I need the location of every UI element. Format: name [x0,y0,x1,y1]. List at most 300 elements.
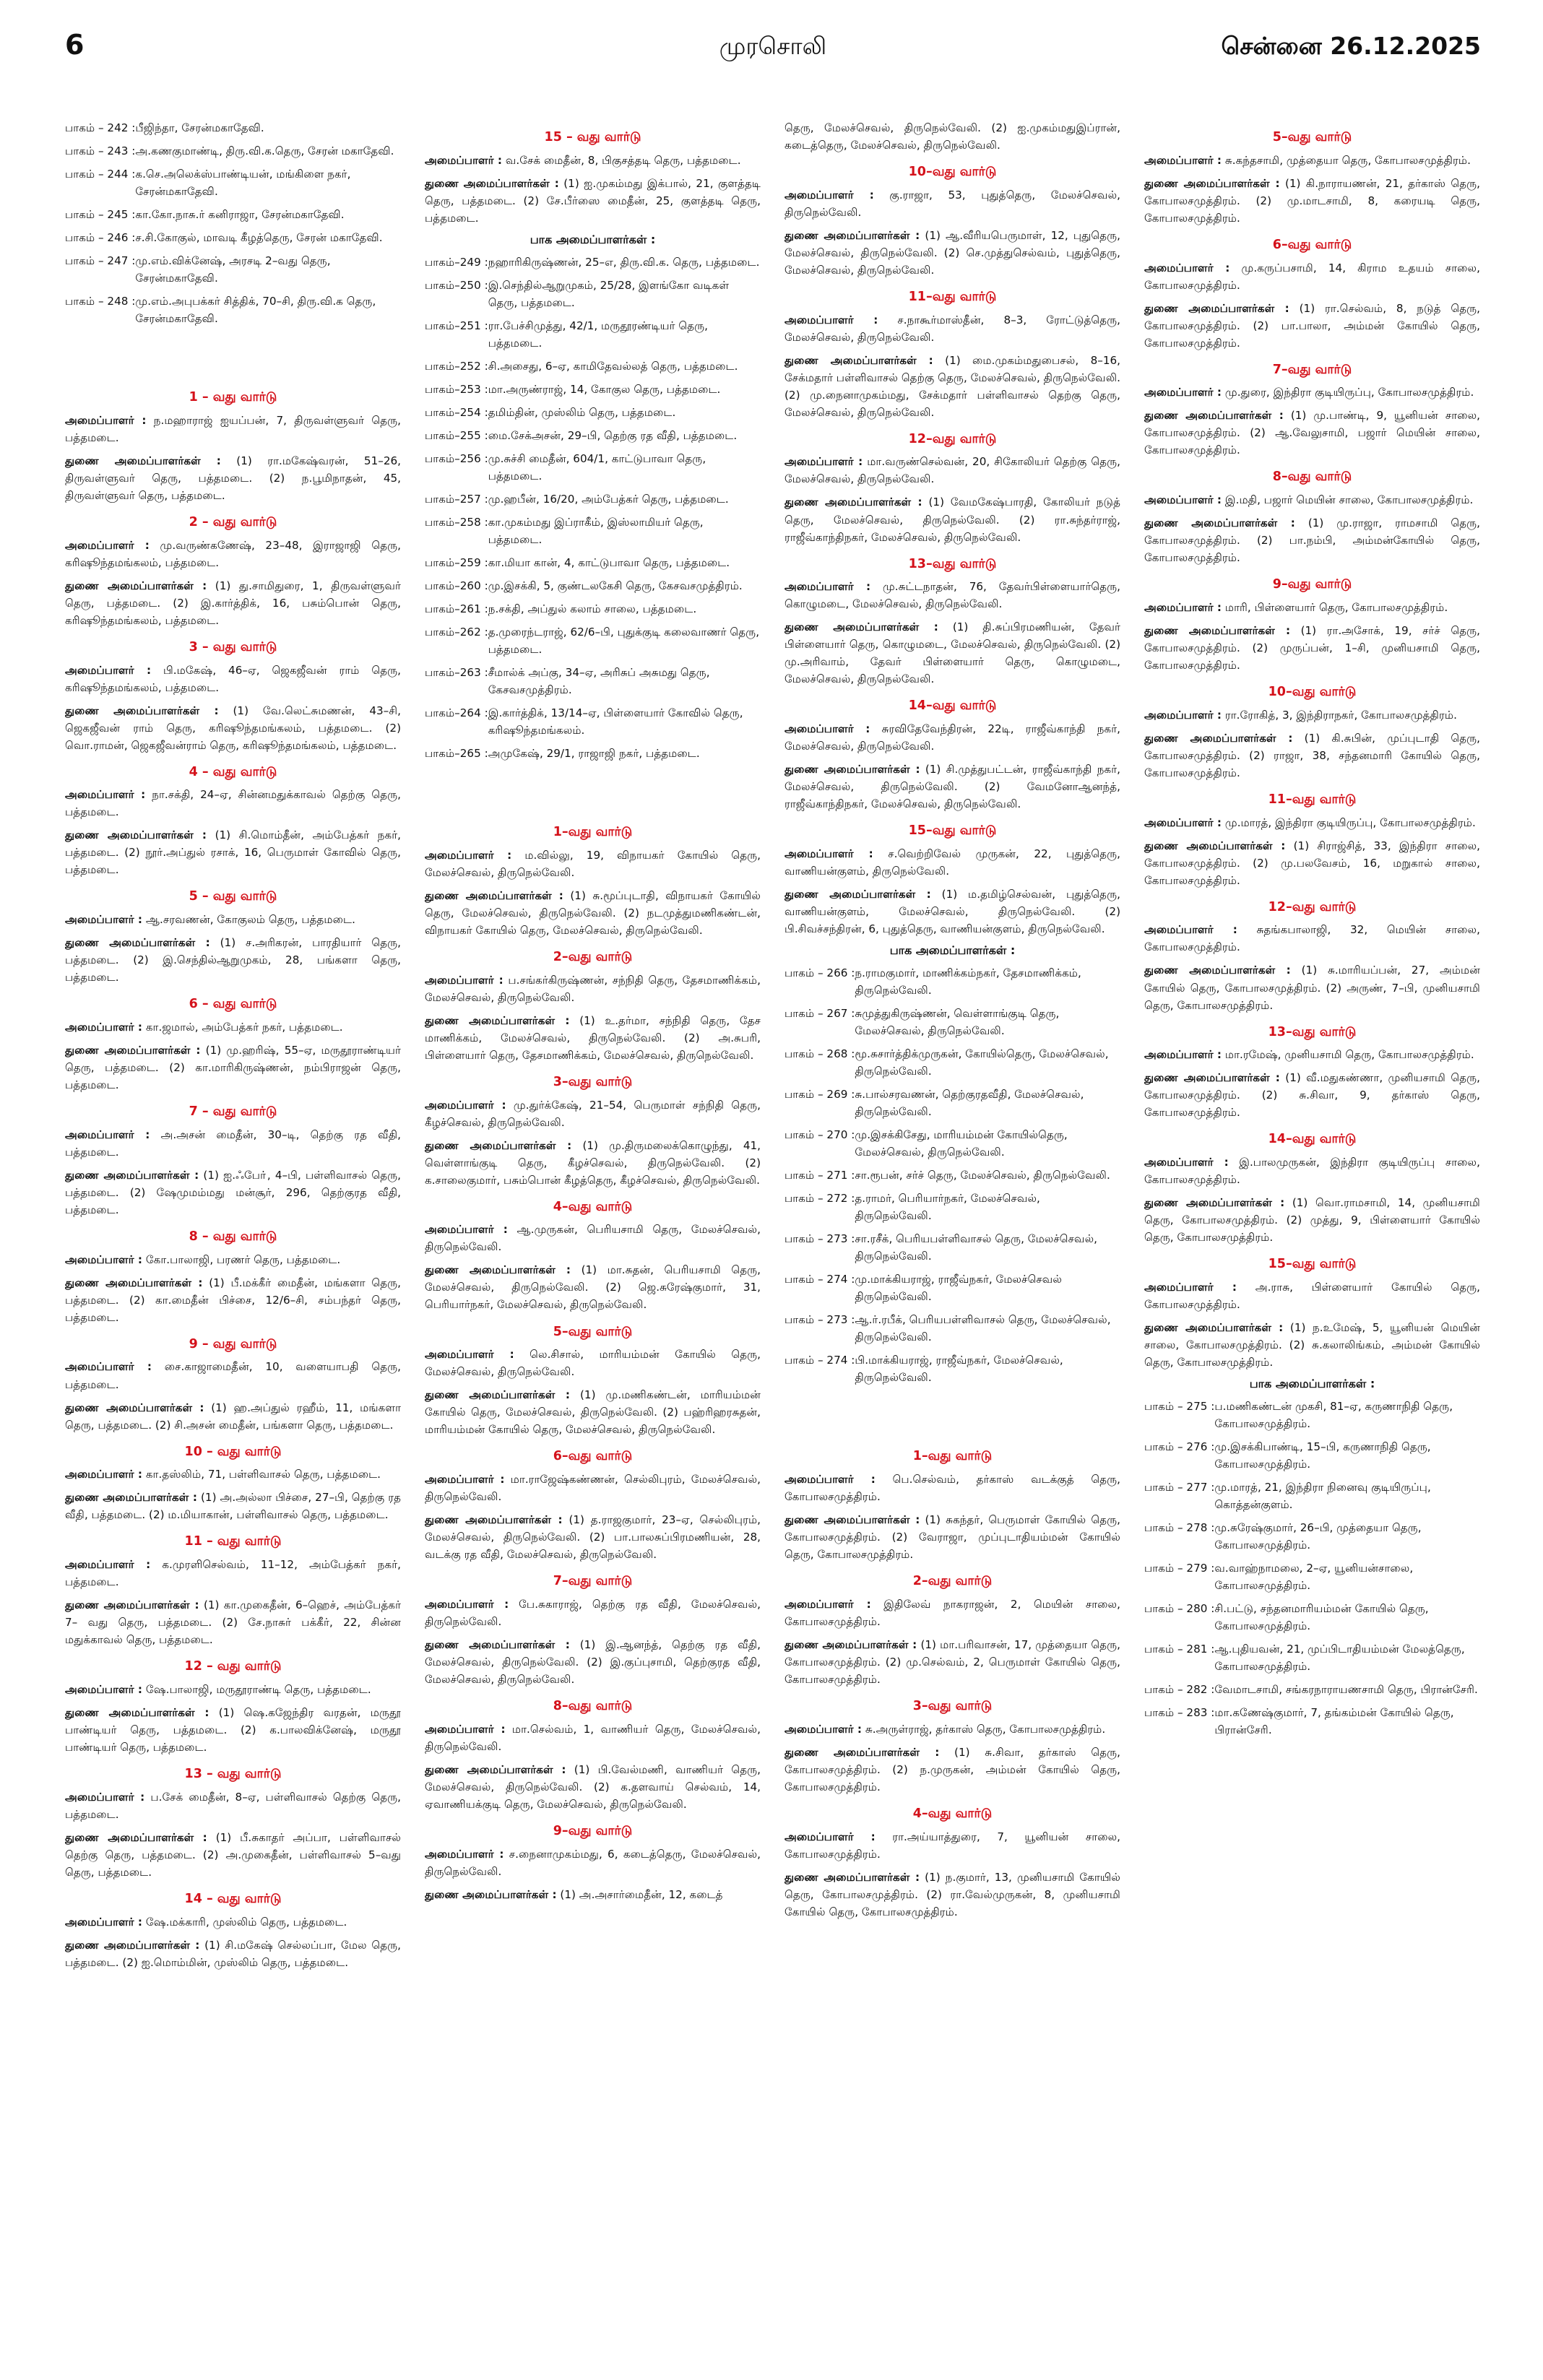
appointee-details: (1) வேமகேஷ்பாரதி, கோலியர் நடுத் தெரு, மேலச்செவல், திருநெல்வேலி. (2) ரா.சுந்தர்ராஜ், ராஜீவ்காந்திநகர், மேலச்செவல், திருநெல்வேலி. [785,496,1120,544]
ward-heading: 7–வது வார்டு [1272,362,1352,377]
ward-heading: 11 – வது வார்டு [184,1534,282,1549]
booth-appointee: ச.சி.கோகுல், மாவடி கீழத்தெரு, சேரன் மகாதேவி. [135,231,383,245]
booth-row [65,252,401,287]
booth-number: பாகம் – 269 : [785,1088,855,1102]
appointee-entry [65,1018,401,1036]
appointee-details: கு.ராஜா, 53, புதுத்தெரு, மேலச்செவல், திருநெல்வேலி. [785,188,1120,219]
appointee-details: ஷே.மக்காரி, முஸ்லிம் தெரு, பத்தமடை. [145,1915,347,1929]
booth-appointee: பி.மாக்கியராஜ், ராஜீவ்நகர், மேலச்செவல், திருநெல்வேலி. [855,1354,1063,1385]
booth-number: பாகம் – 270 : [785,1128,855,1142]
booth-appointee: மு.எம்.அபுபக்கர் சித்திக், 70–சி, திரு.வி.க தெரு, சேரன்மகாதேவி. [135,295,376,326]
role-label: அமைப்பாளர் : [425,973,503,987]
booth-number: பாகம் – 248 : [65,295,136,308]
appointee-entry [1144,1154,1480,1188]
role-label: அமைப்பாளர் : [785,188,874,202]
role-label: அமைப்பாளர் : [65,1252,143,1266]
ward-heading: 6–வது வார்டு [1272,237,1352,252]
ward-heading: 15–வது வார்டு [908,823,997,839]
appointee-entry [65,1489,401,1523]
page-number: 6 [65,29,85,61]
role-label: துணை அமைப்பாளர்கள் : [425,1263,571,1277]
booth-appointee: மூ.சுசார்த்திக்முருகன், கோயில்தெரு, மேலச்செவல், திருநெல்வேலி. [855,1047,1109,1078]
appointee-details: (1) த.ராஜகுமார், 23–ஏ, செல்லிபுரம், மேலச்செவல், திருநெல்வேலி. (2) பா.பாலசுப்பிரமணியன், 28, வடக்கு ரத வீதி, மேலச்செவல், திருநெல்வேலி. [425,1513,761,1562]
appointee-details: சுரவிதேவேந்திரன், 22டி, ராஜீவ்காந்தி நகர், மேலச்செவல், திருநெல்வேலி. [785,722,1120,753]
role-label: அமைப்பாளர் : [65,1128,150,1141]
role-label: துணை அமைப்பாளர்கள் : [65,1168,199,1182]
appointee-details: வ.சேக் மைதீன், 8, பிகுசத்தடி தெரு, பத்தமடை. [505,153,741,167]
continued-text: தெரு, மேலச்செவல், திருநெல்வேலி. (2) ஐ.முகம்மதுஇப்ரான், கடைத்தெரு, மேலச்செவல், திருநெல்வேலி. [785,121,1120,152]
role-label: துணை அமைப்பாளர்கள் : [425,1762,566,1776]
booth-row [785,1230,1120,1265]
booth-number: பாகம் – 282 : [1144,1683,1215,1697]
role-label: துணை அமைப்பாளர்கள் : [65,936,210,950]
appointee-entry [1144,407,1480,459]
appointee-entry [1144,730,1480,782]
booth-appointee: மா.கணேஷ்குமார், 7, தங்கம்மன் கோயில் தெரு, பிரான்சேரி. [1214,1706,1454,1737]
appointee-details: (1) மு.ராஜா, ராமசாமி தெரு, கோபாலசமுத்திரம். (2) பா.நம்பி, அம்மன்கோயில் தெரு, கோபாலசமுத்திரம். [1144,516,1480,565]
booth-row [425,450,761,485]
appointee-details: சை.காஜாமைதீன், 10, வளையாபதி தெரு, பத்தமடை. [65,1360,401,1391]
role-label: துணை அமைப்பாளர்கள் : [1144,964,1291,977]
ward-heading: 13–வது வார்டு [1268,1024,1357,1039]
appointee-details: (1) ஷெ.கஜேந்திர வரதன், மருதூ பாண்டியர் தெரு, பத்தமடை. (2) க.பாலவிக்னேஷ், மருதூ பாண்டியர் தெரு, பத்தமடை. [65,1705,401,1754]
appointee-details: சுதங்கபாலாஜி, 32, மெயின் சாலை, கோபாலசமுத்திரம். [1144,923,1480,954]
ward-heading: 3–வது வார்டு [912,1699,993,1714]
appointee-entry [785,1471,1120,1505]
appointee-details: (1) தி.சுப்பிரமணியன், தேவர் பிள்ளையார் தெரு, கொழுமடை, மேலச்செவல், திருநெல்வேலி. (2) மு.அரிவாம், தேவர் பிள்ளையார் தெரு, கொழுமடை, மேலச்செவல், திருநெல்வேலி. [785,620,1120,686]
appointee-details: (1) பி.வேல்மணி, வாணியர் தெரு, மேலச்செவல், திருநெல்வேலி. (2) க.தளவாய் செல்வம், 14, ஏவாணியக்குடி தெரு, மேலச்செவல், திருநெல்வேலி. [425,1762,761,1811]
appointee-entry [65,826,401,878]
booth-number: பாகம்–256 : [425,451,488,465]
booth-appointee: மு.எம்.விக்னேஷ், அரசடி 2–வது தெரு, சேரன்மகாதேவி. [135,254,331,285]
booth-number: பாகம்–264 : [425,706,488,720]
role-label: அமைப்பாளர் : [65,1558,151,1572]
ward-heading: 6 – வது வார்டு [189,997,277,1012]
column-3 [785,119,1120,2366]
ward-heading: 7–வது வார்டு [553,1574,633,1589]
booth-number: பாகம்–254 : [425,405,488,419]
appointee-details: (1) மு.திருமலைக்கொழுந்து, 41, வெள்ளாங்குடி தெரு, கீழச்செவல், திருநெல்வேலி. (2) க.சாலைகுமார், பசும்பொன் கீழத்தெரு, கீழச்செவல், திருநெல்வேலி. [425,1138,761,1187]
role-label: துணை அமைப்பாளர்கள் : [65,828,207,842]
role-label: துணை அமைப்பாளர்கள் : [785,228,920,242]
ward-heading: 4–வது வார்டு [553,1199,633,1214]
appointee-details: (1) இ.ஆனந்த், தெற்கு ரத வீதி, மேலச்செவல், திருநெல்வேலி. (2) இ.குப்புசாமி, தெற்குரத வீதி, மேலச்செவல், திருநெல்வேலி. [425,1637,761,1686]
appointee-details: இ.மதி, பஜார் மெயின் சாலை, கோபாலசமுத்திரம். [1224,493,1474,507]
appointee-details: ரா.அய்யாத்துரை, 7, யூனியன் சாலை, கோபாலசமுத்திரம். [785,1830,1120,1861]
booth-row [425,514,761,548]
appointee-details: அ.ராசு, பிள்ளையார் கோயில் தெரு, கோபாலசமுத்திரம். [1144,1280,1480,1311]
role-label: அமைப்பாளர் : [65,663,152,677]
appointee-entry [785,352,1120,421]
appointee-details: நா.சக்தி, 24–ஏ, சின்னமதுக்காவல் தெற்கு தெரு, பத்தமடை. [65,788,401,819]
appointee-entry [1144,1069,1480,1121]
booth-row [785,964,1120,999]
booth-number: பாகம்–249 : [425,255,488,269]
booth-number: பாகம் – 279 : [1144,1562,1215,1575]
role-label: அமைப்பாளர் : [785,1473,876,1487]
booth-number: பாகம் – 242 : [65,121,136,134]
role-label: அமைப்பாளர் : [1144,1048,1222,1062]
appointee-details: ம.வில்லு, 19, விநாயகர் கோயில் தெரு, மேலச்செவல், திருநெல்வேலி. [425,848,761,879]
appointee-entry [1144,1278,1480,1313]
role-label: துணை அமைப்பாளர்கள் : [425,888,563,902]
role-label: துணை அமைப்பாளர்கள் : [65,454,221,467]
appointee-entry [425,887,761,939]
appointee-details: (1) வொ.ராமசாமி, 14, முனியசாமி தெரு, கோபாலசமுத்திரம். (2) முத்து, 9, பிள்ளையார் கோயில் தெரு, கோபாலசமுத்திரம். [1144,1196,1480,1245]
booth-appointee: சு.பால்சரவணன், தெற்குரதவீதி, மேலச்செவல், திருநெல்வேலி. [855,1088,1084,1119]
ward-heading: 13 – வது வார்டு [184,1766,282,1781]
appointee-details: அ.அசன் மைதீன், 30–டி, தெற்கு ரத வீதி, பத்தமடை. [65,1128,401,1159]
role-label: அமைப்பாளர் : [425,153,503,167]
role-label: அமைப்பாளர் : [785,455,863,469]
appointee-details: கா.தஸ்லிம், 71, பள்ளிவாசல் தெரு, பத்தமடை. [145,1468,381,1481]
role-label: அமைப்பாளர் : [1144,601,1222,615]
appointee-details: (1) கி.சுபின், முப்புடாதி தெரு, கோபாலசமுத்திரம். (2) ராஜா, 38, சந்தனமாரி கோயில் தெரு, கோபாலசமுத்திரம். [1144,731,1480,779]
appointee-entry [65,934,401,986]
appointee-entry [425,1845,761,1880]
booth-number: பாகம் – 275 : [1144,1400,1215,1413]
appointee-entry [65,662,401,696]
appointee-entry [785,720,1120,755]
ward-heading: 9–வது வார்டு [1272,577,1352,592]
booth-number: பாகம் – 277 : [1144,1481,1215,1494]
booth-appointee: ந.ராமகுமார், மாணிக்கம்நகர், தேசமாணிக்கம், திருநெல்வேலி. [855,966,1081,998]
role-label: துணை அமைப்பாளர்கள் : [1144,731,1293,745]
appointee-details: (1) உ.தர்மா, சந்நிதி தெரு, தேச மாணிக்கம், மேலச்செவல், திருநெல்வேலி. (2) அ.சுபரி, பிள்ளையார் தெரு, தேசமாணிக்கம், மேலச்செவல், திருநெல்வேலி. [425,1013,761,1062]
appointee-details: மா.செல்வம், 1, வாணியர் தெரு, மேலச்செவல், திருநெல்வேலி. [425,1722,761,1753]
booth-row [425,254,761,271]
appointee-entry [1144,300,1480,352]
booth-number: பாகம் – 246 : [65,231,136,245]
ward-heading: 5–வது வார்டு [553,1324,633,1339]
appointee-details: (1) மு.ஹரிஷ், 55–ஏ, மருதூராண்டியர் தெரு, பத்தமடை. (2) கா.மாரிகிருஷ்ணன், நம்பிராஜன் தெரு, பத்தமடை. [65,1044,401,1092]
section-gap [425,772,761,814]
appointee-entry [425,1721,761,1755]
booth-number: பாகம்–262 : [425,626,488,639]
ward-heading: 1–வது வார்டு [912,1449,993,1464]
booth-number: பாகம்–257 : [425,492,488,506]
role-label: அமைப்பாளர் : [425,1597,509,1611]
role-label: அமைப்பாளர் : [65,1790,145,1804]
appointee-entry [425,1137,761,1189]
appointee-details: கா.ஜமால், அம்பேத்கர் நகர், பத்தமடை. [145,1021,343,1034]
ward-heading: 7 – வது வார்டு [189,1104,277,1120]
ward-heading: 11–வது வார்டு [1268,792,1357,807]
appointee-entry [1144,921,1480,956]
role-label: அமைப்பாளர் : [425,1473,505,1487]
booth-row [65,229,401,246]
role-label: அமைப்பாளர் : [1144,708,1222,722]
ward-heading: 10–வது வார்டு [1268,685,1357,700]
appointee-entry [65,1167,401,1219]
appointee-details: மு.துரை, இந்திரா குடியிருப்பு, கோபாலசமுத்திரம். [1224,386,1474,399]
appointee-details: இதிலேவ் நாகராஜன், 2, மெயின் சாலை, கோபாலசமுத்திரம். [785,1597,1120,1628]
role-label: துணை அமைப்பாளர்கள் : [65,1276,203,1289]
appointee-entry [65,1126,401,1161]
appointee-entry [65,452,401,504]
booth-appointee: நஹாரிகிருஷ்ணன், 25–எ, திரு.வி.க. தெரு, பத்தமடை. [488,255,760,269]
booth-number: பாகம்–253 : [425,382,488,396]
booth-list [785,964,1120,1386]
role-label: துணை அமைப்பாளர்கள் : [65,1044,201,1057]
role-label: அமைப்பாளர் : [1144,493,1222,507]
booth-row [785,1271,1120,1305]
booth-appointee: இ.செந்தில்ஆறுமுகம், 25/28, இளங்கோ வடிகள் தெரு, பத்தமடை. [488,278,730,309]
booth-row [1144,1704,1480,1739]
appointee-entry [1144,706,1480,724]
appointee-entry [65,702,401,754]
booth-number: பாகம் – 273 : [785,1232,855,1246]
appointee-details: மா.ராஜேஷ்கண்ணன், செல்லிபுரம், மேலச்செவல், திருநெல்வேலி. [425,1473,761,1504]
appointee-entry [425,1596,761,1630]
appointee-entry [1144,152,1480,169]
role-label: துணை அமைப்பாளர்கள் : [1144,516,1295,530]
appointee-details: (1) ரா.அசோக், 19, சர்ச் தெரு, கோபாலசமுத்திரம். (2) முருப்பன், 1–சி, முனியசாமி தெரு, கோபாலசமுத்திரம். [1144,624,1480,672]
appointee-details: ஷே.பாலாஜி, மருதூராண்டி தெரு, பத்தமடை. [145,1682,371,1696]
booth-appointee: சா.ரசீக், பெரியபள்ளிவாசல் தெரு, மேலச்செவல், திருநெல்வேலி. [855,1232,1098,1263]
booth-row [425,554,761,571]
appointee-details: (1) ந.உமேஷ், 5, யூனியன் மெயின் சாலை, கோபாலசமுத்திரம். (2) சு.கலாலிங்கம், அம்மன் கோயில் தெரு, கோபாலசமுத்திரம். [1144,1320,1480,1369]
role-label: அமைப்பாளர் : [65,1360,152,1374]
role-label: அமைப்பாளர் : [425,1348,514,1362]
booth-appointee: சா.ரூபன், சர்ச் தெரு, மேலச்செவல், திருநெல்வேலி. [855,1169,1110,1182]
appointee-entry [785,1596,1120,1630]
appointee-details: ச.நைனாமுகம்மது, 6, கடைத்தெரு, மேலச்செவல், திருநெல்வேலி. [425,1847,761,1878]
booth-appointee: சீமால்க் அப்கு, 34–ஏ, அரிசுப் அசுமது தெரு, கேசவசமுத்திரம். [488,666,710,697]
appointee-entry [425,1471,761,1505]
booth-row [425,704,761,739]
booth-row [425,277,761,311]
appointee-entry [425,1636,761,1688]
appointee-details: இ.பாலமுருகன், இந்திரா குடியிருப்பு சாலை, கோபாலசமுத்திரம். [1144,1156,1480,1187]
booth-appointee: மு.ஹபீன், 16/20, அம்பேத்கர் தெரு, பத்தமடை. [488,492,729,506]
role-label: துணை அமைப்பாளர்கள் : [425,1138,572,1152]
role-label: துணை அமைப்பாளர்கள் : [65,1938,200,1952]
appointee-entry [1144,259,1480,294]
ward-heading: 3–வது வார்டு [553,1074,633,1089]
role-label: அமைப்பாளர் : [425,1847,504,1861]
booth-appointee: சி.அசைது, 6–ஏ, காமிதேவல்லத் தெரு, பத்தமடை. [488,359,738,373]
appointee-details: (1) சி.முத்துபட்டன், ராஜீவ்காந்தி நகர், மேலச்செவல், திருநெல்வேலி. (2) வேமனோஆனந்த், ராஜீவ்காந்திநகர், மேலச்செவல், திருநெல்வேலி. [785,763,1120,811]
booth-row [1144,1640,1480,1675]
appointee-entry [1144,175,1480,227]
appointee-entry [785,186,1120,221]
appointee-entry [65,1596,401,1648]
booth-number: பாகம் – 278 : [1144,1521,1215,1535]
role-label: துணை அமைப்பாளர்கள் : [1144,839,1286,852]
appointee-entry [785,886,1120,938]
booth-number: பாகம் – 272 : [785,1192,855,1206]
appointee-details: (1) ரா.மகேஷ்வரன், 51–26, திருவள்ளுவர் தெரு, பத்தமடை. (2) ந.பூமிநாதன், 45, திருவள்ளுவர் தெரு, பத்தமடை. [65,454,401,502]
role-label: அமைப்பாளர் : [1144,261,1230,274]
appointee-details: மு.சுட்டநாதன், 76, தேவர்பிள்ளையார்தெரு, கொழுமடை, மேலச்செவல், திருநெல்வேலி. [785,580,1120,611]
section-subheading: பாக அமைப்பாளர்கள் : [889,943,1016,958]
appointee-details: ப.சங்கர்கிருஷ்ணன், சந்நிதி தெரு, தேசமாணிக்கம், மேலச்செவல், திருநெல்வேலி. [425,973,761,1004]
booth-appointee: சுமுத்துகிருஷ்ணன், வெள்ளாங்குடி தெரு, மேலச்செவல், திருநெல்வேலி. [855,1007,1060,1038]
appointee-entry [1144,961,1480,1013]
booth-number: பாகம்–259 : [425,556,488,570]
booth-appointee: ஆ.புதியவன், 21, முப்பிடாதியம்மன் மேலத்தெரு, கோபாலசமுத்திரம். [1214,1643,1465,1674]
role-label: துணை அமைப்பாளர்கள் : [425,1887,557,1901]
appointee-entry [425,152,761,169]
appointee-details: சு.அருள்ராஜ், தர்காஸ் தெரு, கோபாலசமுத்திரம். [865,1722,1106,1736]
appointee-entry [65,1251,401,1268]
section-subheading: பாக அமைப்பாளர்கள் : [1249,1377,1375,1390]
ward-heading: 14–வது வார்டு [1268,1132,1357,1147]
booth-row [425,490,761,508]
appointee-entry [785,1721,1120,1738]
role-label: அமைப்பாளர் : [785,722,870,736]
appointee-details: (1) மை.முகம்மதுபைசல், 8–16, சேக்மதார் பள்ளிவாசல் தெற்கு தெரு, மேலச்செவல், திருநெல்வேலி. (2) மு.நைனாமுகம்மது, சேக்மதார் பள்ளிவாசல் தெற்கு தெரு, மேலச்செவல், திருநெல்வேலி. [785,353,1120,419]
booth-number: பாகம்–258 : [425,516,488,529]
appointee-details: (1) வீ.மதுகண்ணா, முனியசாமி தெரு, கோபாலசமுத்திரம். (2) சு.சிவா, 9, தர்காஸ் தெரு, கோபாலசமுத்திரம். [1144,1071,1480,1120]
appointee-entry [785,845,1120,880]
ward-heading: 14 – வது வார்டு [184,1891,282,1906]
appointee-entry [425,847,761,881]
role-label: துணை அமைப்பாளர்கள் : [65,704,219,717]
ward-heading: 8 – வது வார்டு [189,1229,277,1244]
booth-number: பாகம் – 247 : [65,254,136,268]
role-label: அமைப்பாளர் : [785,580,871,594]
ward-heading: 12 – வது வார்டு [184,1659,282,1674]
role-label: துணை அமைப்பாளர்கள் : [785,1745,940,1759]
booth-row [425,317,761,352]
role-label: துணை அமைப்பாளர்கள் : [425,1388,570,1402]
role-label: துணை அமைப்பாளர்கள் : [785,1637,917,1651]
booth-number: பாகம் – 266 : [785,966,855,980]
appointee-details: (1) ந.குமார், 13, முனியசாமி கோயில் தெரு, கோபாலசமுத்திரம். (2) ரா.வேல்முருகன், 8, முனியசாமி கோயில் தெரு, கோபாலசமுத்திரம். [785,1870,1120,1918]
appointee-entry [1144,1194,1480,1246]
ward-heading: 2 – வது வார்டு [189,514,277,529]
appointee-details: (1) மு.பாண்டி, 9, யூனியன் சாலை, கோபாலசமுத்திரம். (2) ஆ.வேலுசாமி, பஜார் மெயின் சாலை, கோபாலசமுத்திரம். [1144,409,1480,457]
booth-appointee: ப.மணிகண்டன் முகசி, 81–ஏ, கருணாநிதி தெரு, கோபாலசமுத்திரம். [1214,1400,1453,1431]
ward-heading: 1 – வது வார்டு [189,390,277,405]
appointee-entry [425,1346,761,1380]
ward-heading: 10–வது வார்டு [908,165,997,180]
role-label: துணை அமைப்பாளர்கள் : [1144,301,1289,315]
appointee-details: (1) ஐ.ஃபோ், 4–பி, பள்ளிவாசல் தெரு, பத்தமடை. (2) ஷேமுமம்மது மன்சூர், 296, தெற்குரத வீதி, பத்தமடை. [65,1168,401,1216]
role-label: அமைப்பாளர் : [1144,1280,1237,1294]
booth-row [65,293,401,327]
booth-row [1144,1438,1480,1473]
role-label: துணை அமைப்பாளர்கள் : [65,1830,207,1844]
appointee-entry [785,618,1120,688]
appointee-entry [425,1386,761,1438]
appointee-details: மு.மாரத், இந்திரா குடியிருப்பு, கோபாலசமுத்திரம். [1224,815,1476,829]
role-label: அமைப்பாளர் : [1144,815,1222,829]
role-label: அமைப்பாளர் : [65,413,147,427]
booth-row [785,1126,1120,1161]
appointee-details: ச.நாகூர்மாஸ்தீன், 8–3, ரோட்டுத்தெரு, மேலச்செவல், திருநெல்வேலி. [785,313,1120,344]
booth-row [65,119,401,137]
booth-row [1144,1479,1480,1513]
appointee-details: மா.ரமேஷ், முனியசாமி தெரு, கோபாலசமுத்திரம். [1224,1048,1474,1062]
appointee-entry [65,412,401,446]
booth-appointee: இ.கார்த்திக், 13/14–ஏ, பிள்ளையார் கோவில் தெரு, கரிஷூந்தமங்கலம். [488,706,743,737]
booth-row [785,1086,1120,1120]
appointee-details: (1) ஐ.முகம்மது இக்பால், 21, குளத்தடி தெரு, பத்தமடை. (2) சே.பீர்ஸை மைதீன், 25, குளத்தடி தெரு, பத்தமடை. [425,176,761,225]
booth-number: பாகம் – 268 : [785,1047,855,1061]
appointee-entry [1144,1319,1480,1371]
appointee-entry [65,1399,401,1434]
appointee-entry [785,1636,1120,1688]
booth-appointee: மு.இசக்கிசேது, மாரியம்மன் கோயில்தெரு, மேலச்செவல், திருநெல்வேலி. [855,1128,1068,1159]
booth-list [1144,1398,1480,1739]
appointee-details: (1) ம.தமிழ்செல்வன், புதுத்தெரு, வாணியன்குளம், மேலச்செவல், திருநெல்வேலி. (2) பி.சிவச்சந்திரன், 6, புதுத்தெரு, வாணியன்குளம், திருநெல்வேலி. [785,887,1120,936]
appointee-details: மு.கருப்பசாமி, 14, கிராம உதயம் சாலை, கோபாலசமுத்திரம். [1144,261,1480,292]
booth-row [785,1351,1120,1386]
appointee-details: (1) ச.அரிகரன், பாரதியார் தெரு, பத்தமடை. (2) இ.செந்தில்ஆறுமுகம், 28, பங்களா தெரு, பத்தமடை. [65,936,401,985]
appointee-details: (1) மா.சுதன், பெரியசாமி தெரு, மேலச்செவல், திருநெல்வேலி. (2) ஜெ.சுரேஷ்குமார், 31, பெரியார்நகர், மேலச்செவல், திருநெல்வேலி. [425,1263,761,1312]
role-label: அமைப்பாளர் : [785,1830,876,1843]
role-label: துணை அமைப்பாளர்கள் : [1144,1071,1280,1085]
appointee-details: (1) கி.நாராயணன், 21, தர்காஸ் தெரு, கோபாலசமுத்திரம். (2) மு.மாடசாமி, 8, கரையடி தெரு, கோபாலசமுத்திரம். [1144,176,1480,225]
appointee-details: லெ.சிசால், மாரியம்மன் கோயில் தெரு, மேலச்செவல், திருநெல்வேலி. [425,1348,761,1379]
appointee-details: (1) சு.மாரியப்பன், 27, அம்மன் கோயில் தெரு, கோபாலசமுத்திரம். (2) அருண், 7–பி, முனியசாமி தெரு, கோபாலசமுத்திரம். [1144,964,1480,1012]
ward-heading: 9–வது வார்டு [553,1823,633,1838]
booth-appointee: தமிம்தின், முஸ்லிம் தெரு, பத்தமடை. [488,405,676,419]
appointee-entry [785,1828,1120,1863]
role-label: அமைப்பாளர் : [65,538,150,552]
appointee-details: சு.கந்தசாமி, முத்தையா தெரு, கோபாலசமுத்திரம். [1224,153,1471,167]
appointee-entry [65,1937,401,1971]
role-label: அமைப்பாளர் : [1144,153,1222,167]
appointee-details: பே.சுகாராஜ், தெற்கு ரத வீதி, மேலச்செவல், திருநெல்வேலி. [425,1597,761,1628]
booth-number: பாகம்–260 : [425,579,488,593]
booth-row [425,664,761,698]
booth-number: பாகம்–251 : [425,319,488,332]
booth-number: பாகம் – 273 : [785,1313,855,1327]
booth-number: பாகம் – 280 : [1144,1602,1215,1616]
ward-heading: 5–வது வார்டு [1272,130,1352,144]
booth-appointee: மா.அருண்ராஜ், 14, கோகுல தெரு, பத்தமடை. [488,382,721,396]
appointee-details: (1) சிராஜ்சித், 33, இந்திரா சாலை, கோபாலசமுத்திரம். (2) மு.பலவேசம், 16, மறுகால் சாலை, கோபாலசமுத்திரம். [1144,839,1480,887]
booth-appointee: கா.முகம்மது இப்ராகீம், இஸ்லாமியர் தெரு, பத்தமடை. [488,516,704,547]
ward-heading: 1–வது வார்டு [553,825,633,840]
booth-number: பாகம் – 274 : [785,1273,855,1286]
booth-appointee: ரா.பேச்சிமுத்து, 42/1, மருதூரண்டியர் தெரு, பத்தமடை. [488,319,709,350]
appointee-details: மு.துர்க்கேஷ், 21–54, பெருமாள் சந்நிதி தெரு, கீழச்செவல், திருநெல்வேலி. [425,1098,761,1129]
appointee-entry [1144,837,1480,889]
appointee-details: மா.வருண்செல்வன், 20, சிகோலியர் தெற்கு தெரு, மேலச்செவல், திருநெல்வேலி. [785,455,1120,486]
appointee-details: கோ.பாலாஜி, பரணர் தெரு, பத்தமடை. [145,1252,341,1266]
booth-row [425,427,761,444]
appointee-entry [425,972,761,1006]
booth-row [425,358,761,375]
booth-number: பாகம் – 243 : [65,144,136,158]
appointee-entry [785,1511,1120,1563]
ward-heading: 11–வது வார்டு [908,289,997,304]
ward-heading: 4–வது வார்டு [912,1806,993,1821]
appointee-entry [65,1681,401,1698]
role-label: துணை அமைப்பாளர்கள் : [425,1013,570,1027]
appointee-details: (1) ரா.செல்வம், 8, நடுத் தெரு, கோபாலசமுத்திரம். (2) பா.பாலா, அம்மன் கோயில் தெரு, கோபாலசமுத்திரம். [1144,301,1480,350]
column-1 [65,119,401,2366]
booth-row [425,600,761,618]
booth-number: பாகம் – 267 : [785,1007,855,1021]
booth-appointee: வ.வாஹ்நாமலை, 2–ஏ, யூனியன்சாலை, கோபாலசமுத்திரம். [1214,1562,1414,1593]
booth-appointee: மு.இசக்கி, 5, குண்டலகேசி தெரு, கேசவசமுத்திரம். [488,579,743,593]
appointee-details: ரா.ரோகித், 3, இந்திராநகர், கோபாலசமுத்திரம். [1224,708,1457,722]
appointee-details: (1) வே.லெட்சுமணன், 43–சி, ஜெகஜீவன் ராம் தெரு, கரிஷூந்தமங்கலம், பத்தமடை. (2) வொ.ராமன், ஜெகஜீவன்ராம் தெரு, கரிஷூந்தமங்கலம், பத்தமடை. [65,704,401,752]
booth-row [785,1167,1120,1184]
role-label: துணை அமைப்பாளர்கள் : [65,1705,209,1719]
booth-row [65,165,401,200]
role-label: அமைப்பாளர் : [65,913,143,927]
ward-heading: 9 – வது வார்டு [189,1336,277,1351]
role-label: அமைப்பாளர் : [785,313,878,326]
role-label: அமைப்பாளர் : [785,847,873,860]
